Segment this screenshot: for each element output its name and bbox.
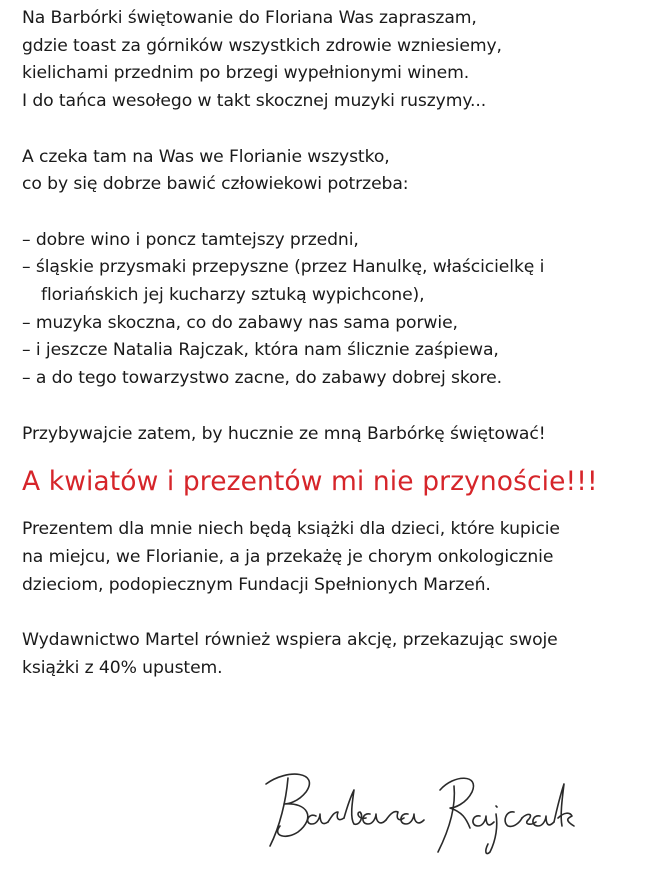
text-line: Wydawnictwo Martel również wspiera akcję, przekazując swoje <box>22 630 558 650</box>
text-line: co by się dobrze bawić człowiekowi potrzeba: <box>22 174 409 195</box>
list-item: – śląskie przysmaki przepyszne (przez Hanulkę, właścicielkę i <box>22 257 545 278</box>
invite-line: Przybywajcie zatem, by hucznie ze mną Barbórkę świętować! <box>22 423 546 444</box>
text-line: Na Barbórki świętowanie do Floriana Was zapraszam, <box>22 8 477 28</box>
text-line: Prezentem dla mnie niech będą książki dla dzieci, które kupicie <box>22 519 560 540</box>
attractions-list <box>22 227 637 393</box>
text-line: A czeka tam na Was we Florianie wszystko, <box>22 146 390 167</box>
spacer <box>22 116 637 144</box>
stanza-promises <box>22 144 637 199</box>
text-line: kielichami przednim po brzegi wypełnionymi winem. <box>22 63 470 84</box>
spacer <box>22 599 637 627</box>
text-line: na miejcu, we Florianie, a ja przekażę je chorym onkologicznie <box>22 546 554 567</box>
invitation-document <box>22 5 637 682</box>
list-item-continuation: floriańskich jej kucharzy sztuką wypichcone), <box>41 285 425 305</box>
spacer <box>22 199 637 227</box>
list-item: – a do tego towarzystwo zacne, do zabawy dobrej skore. <box>22 368 502 389</box>
text-line: I do tańca wesołego w takt skocznej muzyki ruszymy... <box>22 91 487 112</box>
text-line: dzieciom, podopiecznym Fundacji Spełnionych Marzeń. <box>22 574 491 595</box>
handwritten-signature <box>258 756 578 858</box>
list-item: – dobre wino i poncz tamtejszy przedni, <box>22 229 359 250</box>
list-item: – i jeszcze Natalia Rajczak, która nam ślicznie zaśpiewa, <box>22 340 499 361</box>
publisher-paragraph <box>22 627 637 682</box>
gift-paragraph <box>22 516 637 599</box>
headline: A kwiatów i prezentów mi nie przynoście!!! <box>22 466 598 498</box>
list-item: – muzyka skoczna, co do zabawy nas sama porwie, <box>22 312 458 333</box>
stanza-invitation <box>22 5 637 116</box>
text-line: książki z 40% upustem. <box>22 657 223 678</box>
text-line: gdzie toast za górników wszystkich zdrowie wzniesiemy, <box>22 35 502 56</box>
spacer <box>22 393 637 421</box>
